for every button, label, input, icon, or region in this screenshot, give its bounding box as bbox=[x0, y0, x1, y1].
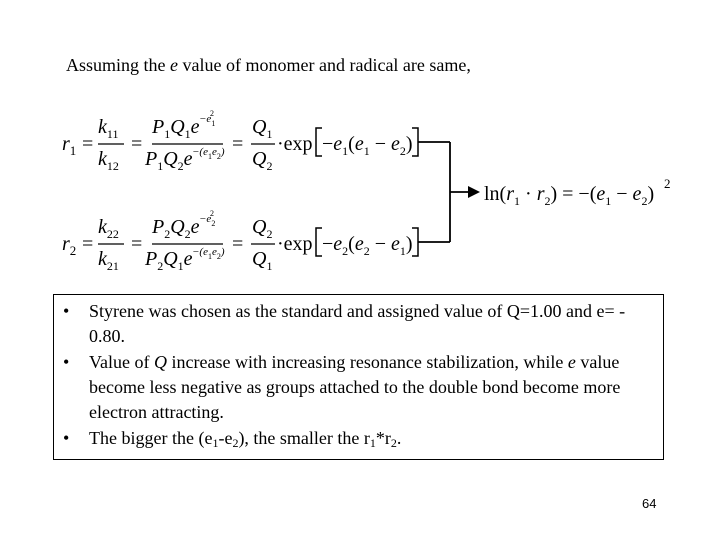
svg-text:·exp: ·exp bbox=[277, 133, 313, 155]
note-3-part: *r bbox=[375, 428, 391, 448]
svg-text:−(e1e2): $-(e_1e_2)$ bbox=[192, 246, 225, 261]
svg-text:2: 2 bbox=[664, 176, 671, 191]
svg-text:P1Q2e: $P_1Q_2e$ bbox=[145, 148, 193, 173]
intro-suffix: value of monomer and radical are same, bbox=[178, 55, 471, 75]
svg-text:·exp: ·exp bbox=[277, 233, 313, 255]
note-3-part: ), the smaller the r bbox=[238, 428, 370, 448]
result-equation bbox=[484, 176, 671, 208]
svg-text:=: = bbox=[131, 233, 143, 255]
svg-text:Q2: $Q_2$ bbox=[252, 148, 273, 173]
bullet-icon: • bbox=[63, 428, 70, 448]
intro-e-variable: e bbox=[170, 55, 179, 75]
note-3-sub: 1 bbox=[369, 436, 376, 450]
note-3-part: -e bbox=[218, 428, 233, 448]
intro-prefix: Assuming the bbox=[66, 55, 171, 75]
notes-box bbox=[53, 294, 664, 460]
svg-text:k11: $k_{11}$ bbox=[98, 116, 119, 141]
note-1-text: Styrene was chosen as the standard and assigned value of Q=1.00 and e= - 0.80. bbox=[89, 301, 626, 346]
svg-text:Q1: $Q_1$ bbox=[252, 116, 273, 141]
bullet-icon: • bbox=[63, 352, 70, 372]
svg-text:=: = bbox=[82, 233, 94, 255]
svg-text:=: = bbox=[232, 233, 244, 255]
page-number: 64 bbox=[642, 496, 657, 511]
note-3-sub: 2 bbox=[232, 436, 239, 450]
svg-text:2: 2 bbox=[210, 109, 214, 118]
note-3-sub: 2 bbox=[390, 436, 397, 450]
svg-text:P2Q1e: $P_2Q_1e$ bbox=[145, 248, 193, 273]
svg-text:Q2: $Q_2$ bbox=[252, 216, 273, 241]
svg-text:−e1(e1 − e2): $-e_1(e_1 - e_2)$ bbox=[322, 133, 413, 158]
svg-text:k12: $k_{12}$ bbox=[98, 148, 119, 173]
svg-text:−e1: $-e_1$ bbox=[199, 113, 216, 128]
note-3-sub: 1 bbox=[212, 436, 219, 450]
svg-text:−e2: $-e_2$ bbox=[199, 213, 216, 228]
note-2-e: e bbox=[567, 352, 576, 372]
svg-text:=: = bbox=[131, 133, 143, 155]
bullet-icon: • bbox=[63, 301, 70, 321]
notes-list bbox=[59, 299, 655, 452]
combine-arrow bbox=[418, 142, 470, 242]
svg-text:−(e1e2): $-(e_1e_2)$ bbox=[192, 146, 225, 161]
r2-lhs: $r_2$ bbox=[62, 233, 77, 258]
note-2-part: Value of bbox=[89, 352, 154, 372]
note-item bbox=[59, 426, 655, 451]
svg-text:Q1: $Q_1$ bbox=[252, 248, 273, 273]
note-3-part: The bigger the (e bbox=[89, 428, 213, 448]
svg-text:−e2(e2 − e1): $-e_2(e_2 - e_1)$ bbox=[322, 233, 413, 258]
svg-text:P1Q1e: $P_1Q_1e$ bbox=[152, 116, 200, 141]
note-3-part: . bbox=[396, 428, 402, 448]
svg-text:P2Q2e: $P_2Q_2e$ bbox=[152, 216, 200, 241]
note-2-part: value become less negative as groups attached to the double bond become more electron attracting. bbox=[89, 352, 621, 422]
note-item bbox=[59, 299, 655, 349]
svg-text:k22: $k_{22}$ bbox=[98, 216, 119, 241]
arrow-head bbox=[468, 186, 480, 198]
note-2-part: increase with increasing resonance stabilization, while bbox=[166, 352, 568, 372]
svg-text:ln(r1 · r2) = −(e1 − e2): $\ln(r_1 \cdot r_2) = -(e_1 - e_2)$ bbox=[484, 183, 655, 208]
r1-lhs: $r_1$ bbox=[62, 133, 77, 158]
svg-text:k21: $k_{21}$ bbox=[98, 248, 119, 273]
svg-text:=: = bbox=[82, 133, 94, 155]
svg-text:2: 2 bbox=[210, 209, 214, 218]
r1-equation bbox=[62, 109, 418, 173]
note-item bbox=[59, 350, 655, 425]
note-2-q: Q bbox=[153, 352, 167, 372]
svg-text:=: = bbox=[232, 133, 244, 155]
r2-equation bbox=[62, 209, 418, 273]
